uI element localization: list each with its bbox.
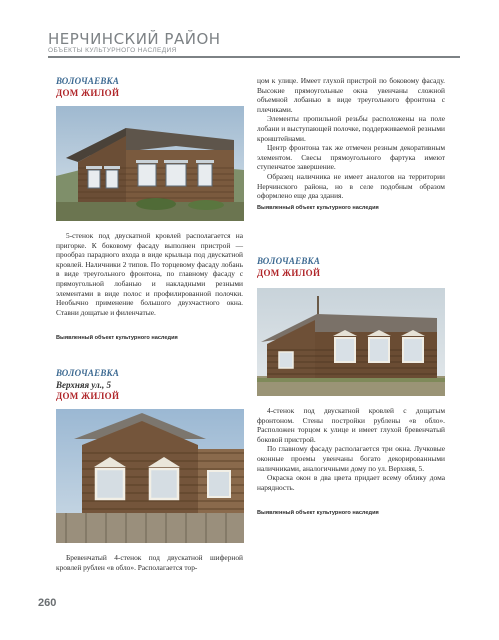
section1-status: Выявленный объект культурного наследия xyxy=(56,335,178,341)
header-title: НЕРЧИНСКИЙ РАЙОН xyxy=(48,30,221,48)
section2-photo xyxy=(257,288,445,396)
page-header xyxy=(0,0,499,64)
description-paragraph: По главному фасаду располагается три окна. Лучковые оконные проемы увенчаны богато декорированными наличниками, аналогичными дому по ул. Верхняя, 5. xyxy=(257,444,445,473)
section1-type: ДОМ ЖИЛОЙ xyxy=(56,88,120,98)
section2-type: ДОМ ЖИЛОЙ xyxy=(257,268,321,278)
section2-description xyxy=(257,406,445,492)
continuation-paragraph: Образец наличника не имеет аналогов на территории Нерчинского района, но в селе подобным образом оформлено еще два здания. xyxy=(257,171,445,201)
section3-type: ДОМ ЖИЛОЙ xyxy=(56,391,120,401)
section2-status: Выявленный объект культурного наследия xyxy=(257,510,379,516)
description-paragraph: Окраска окон в два цвета придает всему облику дома нарядность. xyxy=(257,473,445,492)
section1-village: ВОЛОЧАЕВКА xyxy=(56,76,120,86)
section1-photo xyxy=(56,106,244,221)
section3-street: Верхняя ул., 5 xyxy=(56,380,111,390)
section3-photo xyxy=(56,409,244,543)
section3-description: Бревенчатый 4-стенок под двускатной шиферной кровлей рублен «в обло». Располагается тор- xyxy=(56,553,243,572)
continuation-paragraph: Центр фронтона так же отмечен резным декоративным элементом. Свесы прямоугольного фартука имеют ступенчатое завершение. xyxy=(257,143,445,172)
section1-description: 5-стенок под двускатной кровлей располагается на пригорке. К боковому фасаду выполнен пристрой — прообраз парадного входа в виде крыльца под двускатной кровлей. Наличники 2 типов. По торцевому фасаду лобань в виде треугольного фронтона, по главному фасаду с прямоугольной лобанью и накладными резными элементами в виде полос и профилированной полочки. Необычно применение большого двухчастного окна. Ставни дощатые и филенчатые. xyxy=(56,231,243,317)
header-subtitle: ОБЪЕКТЫ КУЛЬТУРНОГО НАСЛЕДИЯ xyxy=(48,47,177,54)
section3-village: ВОЛОЧАЕВКА xyxy=(56,368,120,378)
description-paragraph: 4-стенок под двускатной кровлей с дощатым фронтоном. Стены постройки рублены «в обло». Расположен торцом к улице и имеет глухой бревенчатый боковой пристрой. xyxy=(257,406,445,444)
continuation-paragraph: Элементы пропильной резьбы расположены на поле лобани и выступающей полочке, поддерживаемой резными кронштейнами. xyxy=(257,114,445,143)
page-number: 260 xyxy=(38,597,57,609)
section1-continuation xyxy=(257,76,445,201)
header-divider xyxy=(48,56,460,58)
section1-status-right: Выявленный объект культурного наследия xyxy=(257,205,379,211)
continuation-paragraph: цом к улице. Имеет глухой пристрой по боковому фасаду. Высокие прямоугольные окна увенчаны сложной объемной лобанью в виде треугольного фронтона с плечиками. xyxy=(257,76,445,114)
section2-village: ВОЛОЧАЕВКА xyxy=(257,256,321,266)
